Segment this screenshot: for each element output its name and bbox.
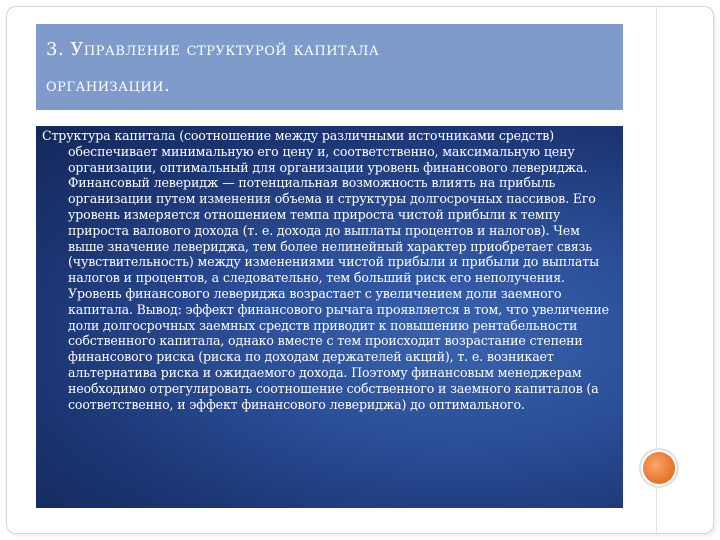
slide-title-line-2: организации. [46, 75, 171, 96]
slide-title [46, 32, 613, 104]
orange-dot-icon [643, 452, 675, 484]
slide-title-line-1: 3. Управление структурой капитала [46, 39, 380, 60]
body-paragraph: Структура капитала (соотношение между различными источниками средств) обеспечивает минимальную его цену и, соответственно, максимальную цену организации, оптимальный для организации уровень финансового левериджа. Финансовый леверидж — потенциальная возможность влиять на прибыль организации путем изменения объема и структуры долгосрочных пассивов. Его уровень измеряется отношением темпа прироста чистой прибыли к темпу прироста валового дохода (т. е. дохода до выплаты процентов и налогов). Чем выше значение левериджа, тем более нелинейный характер приобретает связь (чувствительность) между изменениями чистой прибыли и прибыли до выплаты налогов и процентов, а следовательно, тем больший риск его неполучения. Уровень финансового левериджа возрастает с увеличением доли заемного капитала. Вывод: эффект финансового рычага проявляется в том, что увеличение доли долгосрочных заемных средств приводит к повышению рентабельности собственного капитала, однако вместе с тем происходит возрастание степени финансового риска (риска по доходам держателей акций), т. е. возникает альтернатива риска и ожидаемого дохода. Поэтому финансовым менеджерам необходимо отрегулировать соотношение собственного и заемного капиталов (а соответственно, и эффект финансового левериджа) до оптимального. [42, 128, 609, 412]
content-box [36, 126, 623, 508]
title-box [36, 24, 623, 110]
